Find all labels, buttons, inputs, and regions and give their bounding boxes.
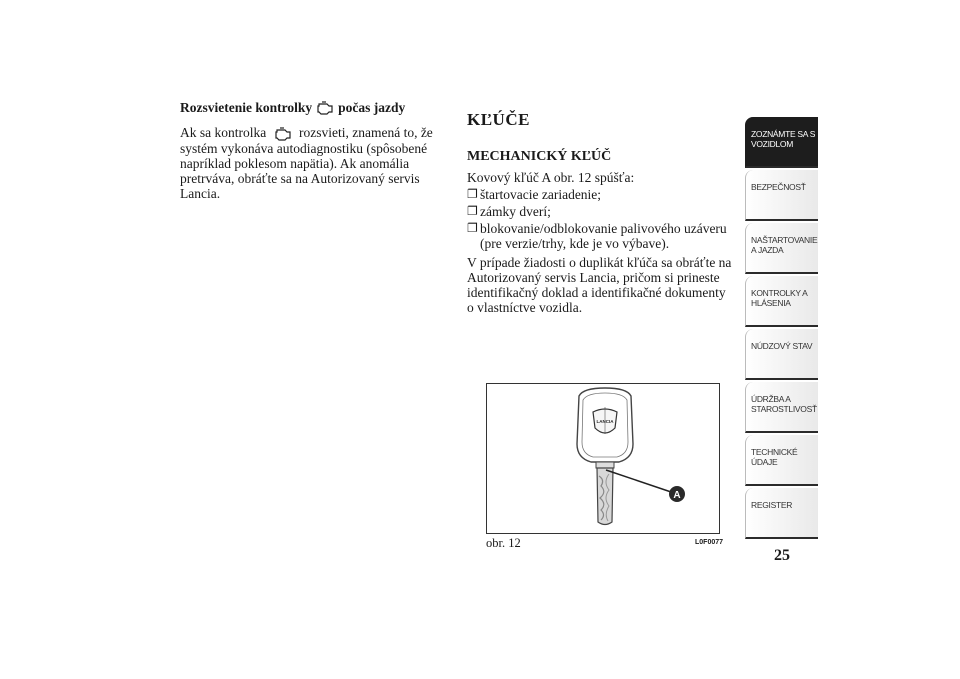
tab-maintenance[interactable]: ÚDRŽBA A STAROSTLIVOSŤ [745, 382, 818, 433]
figure-caption: obr. 12 [486, 536, 521, 550]
tab-emergency[interactable]: NÚDZOVÝ STAV [745, 329, 818, 380]
section-title: KĽÚČE [467, 110, 530, 129]
subhead-text-before: Rozsvietenie kontrolky [180, 100, 313, 115]
engine-warning-icon [273, 127, 293, 141]
checkbox-bullet-icon: ❐ [467, 204, 478, 218]
key-illustration [487, 384, 719, 533]
checkbox-bullet-icon: ❐ [467, 221, 478, 235]
subhead-text-after: počas jazdy [338, 100, 406, 115]
list-item [467, 204, 732, 219]
brand-logo: LANCIA [596, 419, 614, 424]
right-column [467, 112, 732, 315]
bullet-text: zámky dverí; [480, 204, 551, 219]
bullet-text: blokovanie/odblokovanie palivového uzáveru (pre verzie/trhy, kde je vo výbave). [480, 221, 727, 251]
list-item [467, 221, 732, 251]
callout-label: A [673, 490, 681, 501]
tab-technical-data[interactable]: TECHNICKÉ ÚDAJE [745, 435, 818, 486]
bullet-text: štartovacie zariadenie; [480, 187, 602, 202]
para-text-after: rozsvieti, znamená to, že systém vykonáva autodiagnostiku (spôsobené napríklad poklesom napätia). Ak anomália pretrváva, obráťte sa na Autorizovaný servis Lancia. [180, 125, 433, 201]
key-figure [486, 383, 720, 534]
tab-safety[interactable]: BEZPEČNOSŤ [745, 170, 818, 221]
bullet-list [467, 187, 732, 251]
figure-code: L0F0077 [695, 539, 724, 546]
checkbox-bullet-icon: ❐ [467, 187, 478, 201]
duplicate-key-paragraph: V prípade žiadosti o duplikát kľúča sa obráťte na Autorizovaný servis Lancia, pričom si prineste identifikačný doklad a identifikačné dokumenty o vlastníctve vozidla. [467, 255, 732, 315]
intro-text: Kovový kľúč A obr. 12 spúšťa: [467, 170, 635, 185]
list-item [467, 187, 732, 202]
tab-starting-driving[interactable]: NAŠTARTOVANIE A JAZDA [745, 223, 818, 274]
left-column [180, 100, 450, 201]
engine-warning-icon [315, 101, 335, 115]
section-subtitle: MECHANICKÝ KĽÚČ [467, 149, 612, 164]
chapter-tabs [745, 117, 818, 541]
para-text-before: Ak sa kontrolka [180, 125, 267, 140]
tab-getting-to-know[interactable]: ZOZNÁMTE SA S VOZIDLOM [745, 117, 818, 168]
warning-light-paragraph [180, 125, 450, 201]
warning-light-subhead [180, 100, 450, 115]
tab-index[interactable]: REGISTER [745, 488, 818, 539]
tab-warning-lights[interactable]: KONTROLKY A HLÁSENIA [745, 276, 818, 327]
page-number: 25 [774, 547, 790, 564]
